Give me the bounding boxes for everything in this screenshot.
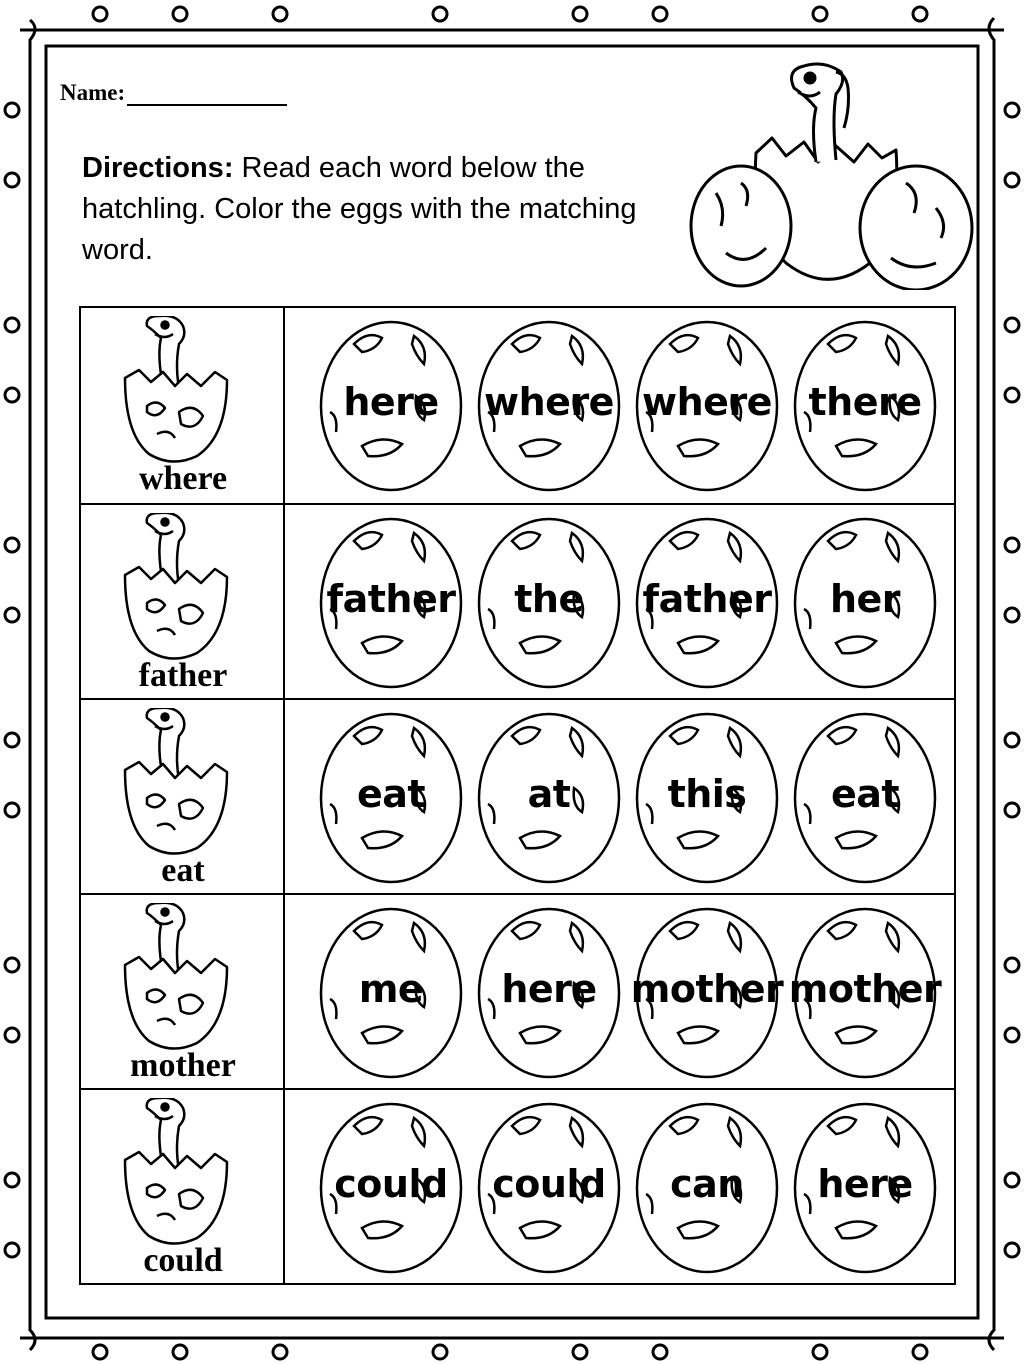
egg-word: here: [817, 1162, 913, 1206]
border-ring: [173, 7, 187, 21]
egg-choice[interactable]: [474, 316, 624, 492]
dinosaur-hatchling-icon: [117, 513, 237, 673]
border-ring: [5, 1028, 19, 1042]
word-row: [81, 503, 954, 700]
egg-word: where: [484, 380, 614, 424]
egg-word: can: [670, 1162, 744, 1206]
target-cell: [81, 700, 285, 895]
egg-choice[interactable]: [790, 316, 940, 492]
egg-word: this: [667, 772, 747, 816]
border-ring: [1005, 958, 1019, 972]
directions-lead: Directions:: [82, 152, 234, 184]
word-row: [81, 1088, 954, 1285]
egg-word: mother: [788, 967, 942, 1011]
dinosaur-hatchling-icon: [117, 316, 237, 476]
border-ring: [573, 7, 587, 21]
directions: [82, 148, 682, 271]
word-table: [79, 306, 956, 1285]
egg-word: the: [514, 577, 584, 621]
border-ring: [813, 7, 827, 21]
border-ring: [1005, 1028, 1019, 1042]
egg-choice[interactable]: [632, 1098, 782, 1274]
word-row: [81, 308, 954, 503]
egg-choice[interactable]: [632, 708, 782, 884]
egg-word: eat: [830, 772, 900, 816]
egg-choice[interactable]: [632, 903, 782, 1079]
name-field[interactable]: [60, 80, 287, 106]
border-ring: [5, 388, 19, 402]
egg-word: at: [527, 772, 571, 816]
border-ring: [1005, 733, 1019, 747]
border-ring: [5, 1173, 19, 1187]
border-ring: [5, 318, 19, 332]
border-ring: [913, 7, 927, 21]
egg-word: could: [334, 1162, 448, 1206]
border-ring: [93, 1345, 107, 1359]
target-cell: [81, 505, 285, 700]
target-cell: [81, 1090, 285, 1285]
target-word: eat: [161, 852, 205, 889]
egg-word: father: [326, 577, 456, 621]
border-ring: [173, 1345, 187, 1359]
border-ring: [1005, 388, 1019, 402]
egg-word: where: [642, 380, 772, 424]
border-ring: [5, 103, 19, 117]
egg-choices: [286, 1090, 956, 1285]
egg-choice[interactable]: [316, 903, 466, 1079]
egg-word: here: [501, 967, 597, 1011]
word-row: [81, 893, 954, 1090]
border-ring: [5, 958, 19, 972]
border-ring: [1005, 608, 1019, 622]
egg-choice[interactable]: [790, 708, 940, 884]
word-row: [81, 698, 954, 895]
egg-choice[interactable]: [474, 708, 624, 884]
egg-choice[interactable]: [790, 903, 940, 1079]
target-word: where: [138, 460, 228, 497]
egg-choice[interactable]: [316, 1098, 466, 1274]
egg-word: eat: [356, 772, 426, 816]
egg-choices: [286, 308, 956, 503]
egg-choice[interactable]: [632, 316, 782, 492]
egg-choice[interactable]: [790, 1098, 940, 1274]
border-ring: [5, 538, 19, 552]
egg-word: me: [358, 967, 424, 1011]
egg-choice[interactable]: [316, 708, 466, 884]
border-ring: [5, 803, 19, 817]
egg-choice[interactable]: [790, 513, 940, 689]
border-ring: [913, 1345, 927, 1359]
target-word: mother: [130, 1047, 236, 1084]
border-ring: [93, 7, 107, 21]
egg-choice[interactable]: [316, 316, 466, 492]
border-ring: [5, 733, 19, 747]
target-cell: [81, 308, 285, 503]
border-ring: [273, 1345, 287, 1359]
border-ring: [5, 1243, 19, 1257]
egg-choice[interactable]: [632, 513, 782, 689]
egg-word: father: [642, 577, 772, 621]
egg-word: mother: [630, 967, 784, 1011]
border-ring: [1005, 173, 1019, 187]
name-label: Name:: [60, 80, 126, 105]
egg-choice[interactable]: [474, 1098, 624, 1274]
target-word: could: [143, 1242, 223, 1279]
border-ring: [1005, 538, 1019, 552]
egg-choice[interactable]: [474, 903, 624, 1079]
egg-word: there: [808, 380, 922, 424]
border-ring: [273, 7, 287, 21]
border-ring: [1005, 803, 1019, 817]
dinosaur-hatchling-icon: [117, 1098, 237, 1258]
directions-text: Read each word below the hatchling. Color the eggs with the matching word.: [82, 152, 637, 266]
border-ring: [1005, 1173, 1019, 1187]
border-ring: [433, 7, 447, 21]
border-ring: [1005, 318, 1019, 332]
name-blank-line[interactable]: [127, 82, 287, 106]
egg-word: here: [343, 380, 439, 424]
border-ring: [5, 608, 19, 622]
egg-word: her: [829, 577, 901, 621]
dinosaur-hatchling-with-eggs-icon: [686, 58, 976, 290]
dinosaur-hatchling-icon: [117, 903, 237, 1063]
border-ring: [433, 1345, 447, 1359]
border-ring: [1005, 103, 1019, 117]
border-ring: [573, 1345, 587, 1359]
egg-choice[interactable]: [316, 513, 466, 689]
egg-choices: [286, 700, 956, 895]
egg-choices: [286, 895, 956, 1090]
egg-choice[interactable]: [474, 513, 624, 689]
egg-choices: [286, 505, 956, 700]
border-ring: [1005, 1243, 1019, 1257]
border-ring: [653, 7, 667, 21]
dinosaur-hatchling-icon: [117, 708, 237, 868]
target-word: father: [138, 657, 228, 694]
target-cell: [81, 895, 285, 1090]
border-ring: [5, 173, 19, 187]
egg-word: could: [492, 1162, 606, 1206]
border-ring: [813, 1345, 827, 1359]
border-ring: [653, 1345, 667, 1359]
